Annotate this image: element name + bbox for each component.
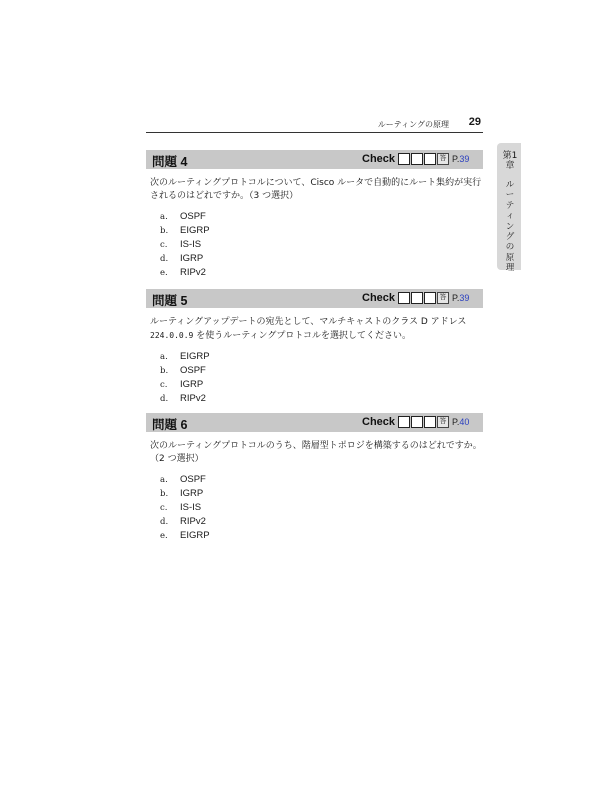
answer-page-number: 39 — [459, 293, 470, 303]
option-letter: a. — [160, 352, 168, 362]
option-letter: b. — [160, 366, 169, 376]
question-title: 問題 5 — [152, 294, 188, 308]
option-letter: e. — [160, 268, 168, 278]
question-title: 問題 4 — [152, 155, 188, 169]
option-item — [146, 365, 483, 379]
option-letter: c. — [160, 503, 168, 513]
option-text: IS-IS — [180, 239, 202, 250]
answer-page-number: 40 — [459, 417, 470, 427]
option-letter: b. — [160, 226, 169, 236]
check-box[interactable] — [398, 153, 410, 165]
option-text: RIPv2 — [180, 393, 206, 404]
page-number: 29 — [468, 116, 481, 128]
answer-page-number: 39 — [459, 154, 470, 164]
option-item — [146, 502, 483, 516]
question-5 — [146, 289, 483, 407]
option-item — [146, 211, 483, 225]
option-item — [146, 253, 483, 267]
option-item — [146, 239, 483, 253]
option-letter: a. — [160, 212, 168, 222]
option-item — [146, 379, 483, 393]
question-text: 次のルーティングプロトコルについて、Cisco ルータで自動的にルート集約が実行されるのはどれですか。（3 つ選択） — [150, 178, 482, 201]
option-text: EIGRP — [180, 225, 210, 236]
check-boxes — [398, 416, 437, 428]
question-text — [150, 316, 484, 343]
option-letter: d. — [160, 517, 169, 527]
answer-page-ref — [452, 154, 469, 164]
check-label: Check — [362, 416, 396, 428]
option-letter: d. — [160, 254, 169, 264]
question-text: 次のルーティングプロトコルのうち、階層型トポロジを構築するのはどれですか。（2 つ選択） — [150, 441, 482, 464]
question-text-part2: を使うルーティングプロトコルを選択してください。 — [193, 331, 411, 341]
check-box[interactable] — [424, 416, 436, 428]
option-letter: c. — [160, 240, 168, 250]
answer-page-prefix: P. — [452, 154, 460, 164]
check-boxes — [398, 153, 437, 165]
answer-page-prefix: P. — [452, 417, 460, 427]
option-item — [146, 530, 483, 544]
check-box[interactable] — [424, 153, 436, 165]
option-text: IGRP — [180, 379, 204, 390]
option-letter: e. — [160, 531, 168, 541]
question-header-bar — [146, 413, 483, 432]
answer-icon: 答 — [437, 153, 449, 165]
option-text: EIGRP — [180, 530, 210, 541]
check-box[interactable] — [398, 416, 410, 428]
option-text: IGRP — [180, 488, 204, 499]
option-list — [146, 211, 483, 281]
check-box[interactable] — [411, 416, 423, 428]
chapter-label-line1: 第1 — [502, 151, 518, 161]
option-letter: d. — [160, 394, 169, 404]
question-4 — [146, 150, 483, 281]
answer-page-prefix: P. — [452, 293, 460, 303]
option-text: OSPF — [180, 365, 206, 376]
answer-icon: 答 — [437, 416, 449, 428]
option-letter: b. — [160, 489, 169, 499]
multicast-address: 224.0.0.9 — [150, 331, 194, 340]
option-item — [146, 267, 483, 281]
question-title: 問題 6 — [152, 418, 188, 432]
check-box[interactable] — [411, 292, 423, 304]
option-text: RIPv2 — [180, 267, 206, 278]
chapter-title-vertical: ルーティングの原理 — [505, 180, 515, 274]
check-boxes — [398, 292, 437, 304]
option-item — [146, 516, 483, 530]
option-text: EIGRP — [180, 351, 210, 362]
option-item — [146, 351, 483, 365]
running-header — [146, 116, 483, 133]
check-label: Check — [362, 292, 396, 304]
answer-page-ref — [452, 417, 469, 427]
option-letter: a. — [160, 475, 168, 485]
option-item — [146, 488, 483, 502]
check-label: Check — [362, 153, 396, 165]
check-box[interactable] — [398, 292, 410, 304]
option-text: IGRP — [180, 253, 204, 264]
question-header-bar — [146, 289, 483, 308]
option-text: IS-IS — [180, 502, 202, 513]
chapter-label-line2: 章 — [505, 161, 515, 171]
option-list — [146, 351, 483, 407]
question-text-part1: ルーティングアップデートの宛先として、マルチキャストのクラス D アドレス — [150, 317, 467, 327]
question-6 — [146, 413, 483, 544]
option-letter: c. — [160, 380, 168, 390]
option-list — [146, 474, 483, 544]
check-box[interactable] — [411, 153, 423, 165]
answer-icon: 答 — [437, 292, 449, 304]
option-text: OSPF — [180, 474, 206, 485]
answer-page-ref — [452, 293, 469, 303]
option-text: RIPv2 — [180, 516, 206, 527]
question-header-bar — [146, 150, 483, 169]
option-item — [146, 393, 483, 407]
option-item — [146, 474, 483, 488]
check-box[interactable] — [424, 292, 436, 304]
option-text: OSPF — [180, 211, 206, 222]
chapter-label — [500, 151, 520, 171]
option-item — [146, 225, 483, 239]
chapter-side-tab — [497, 143, 521, 274]
running-header-section: ルーティングの原理 — [377, 120, 449, 129]
